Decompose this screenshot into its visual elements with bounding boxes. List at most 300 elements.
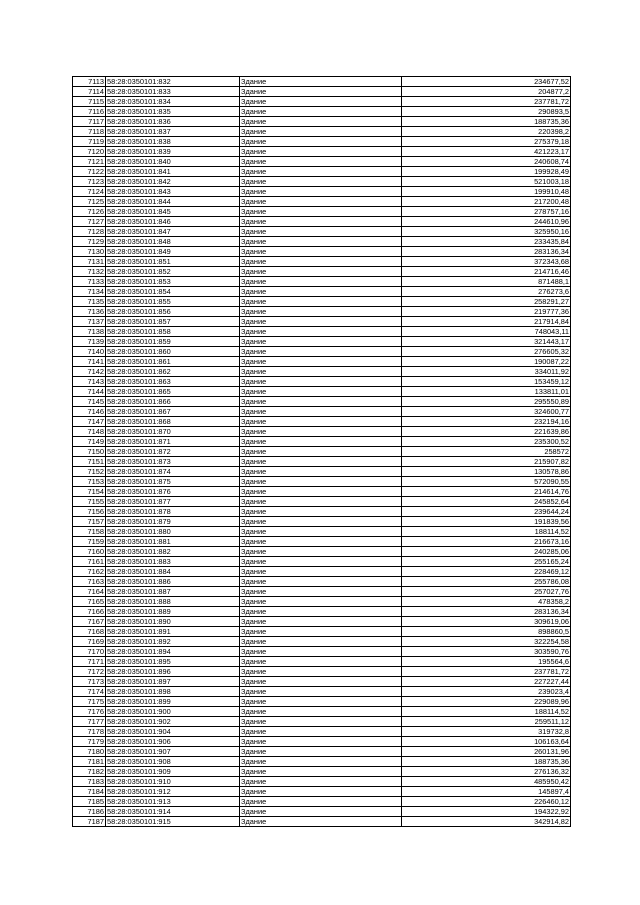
cadastral-number: 58:28:0350101:913	[106, 797, 240, 807]
row-number: 7148	[73, 427, 106, 437]
cadastral-value: 233435,84	[402, 237, 571, 247]
table-row	[73, 287, 571, 297]
cadastral-value: 220398,2	[402, 127, 571, 137]
row-number: 7139	[73, 337, 106, 347]
row-number: 7145	[73, 397, 106, 407]
table-row	[73, 477, 571, 487]
row-number: 7156	[73, 507, 106, 517]
object-type: Здание	[240, 467, 402, 477]
table-row	[73, 497, 571, 507]
cadastral-number: 58:28:0350101:835	[106, 107, 240, 117]
registry-table-body	[73, 77, 571, 827]
row-number: 7165	[73, 597, 106, 607]
object-type: Здание	[240, 817, 402, 827]
cadastral-number: 58:28:0350101:858	[106, 327, 240, 337]
cadastral-value: 278757,16	[402, 207, 571, 217]
cadastral-number: 58:28:0350101:865	[106, 387, 240, 397]
table-row	[73, 147, 571, 157]
object-type: Здание	[240, 227, 402, 237]
object-type: Здание	[240, 537, 402, 547]
table-row	[73, 177, 571, 187]
object-type: Здание	[240, 197, 402, 207]
row-number: 7178	[73, 727, 106, 737]
table-row	[73, 537, 571, 547]
cadastral-number: 58:28:0350101:886	[106, 577, 240, 587]
cadastral-number: 58:28:0350101:838	[106, 137, 240, 147]
row-number: 7132	[73, 267, 106, 277]
row-number: 7140	[73, 347, 106, 357]
cadastral-number: 58:28:0350101:845	[106, 207, 240, 217]
object-type: Здание	[240, 527, 402, 537]
row-number: 7155	[73, 497, 106, 507]
cadastral-number: 58:28:0350101:861	[106, 357, 240, 367]
cadastral-value: 214716,46	[402, 267, 571, 277]
table-row	[73, 577, 571, 587]
table-row	[73, 417, 571, 427]
object-type: Здание	[240, 287, 402, 297]
object-type: Здание	[240, 187, 402, 197]
row-number: 7146	[73, 407, 106, 417]
table-row	[73, 317, 571, 327]
cadastral-number: 58:28:0350101:884	[106, 567, 240, 577]
row-number: 7142	[73, 367, 106, 377]
object-type: Здание	[240, 367, 402, 377]
row-number: 7152	[73, 467, 106, 477]
table-row	[73, 227, 571, 237]
table-row	[73, 217, 571, 227]
object-type: Здание	[240, 807, 402, 817]
cadastral-number: 58:28:0350101:859	[106, 337, 240, 347]
row-number: 7184	[73, 787, 106, 797]
row-number: 7126	[73, 207, 106, 217]
row-number: 7154	[73, 487, 106, 497]
table-row	[73, 517, 571, 527]
object-type: Здание	[240, 317, 402, 327]
table-row	[73, 807, 571, 817]
row-number: 7136	[73, 307, 106, 317]
cadastral-number: 58:28:0350101:872	[106, 447, 240, 457]
cadastral-number: 58:28:0350101:904	[106, 727, 240, 737]
object-type: Здание	[240, 247, 402, 257]
cadastral-number: 58:28:0350101:852	[106, 267, 240, 277]
cadastral-number: 58:28:0350101:840	[106, 157, 240, 167]
object-type: Здание	[240, 517, 402, 527]
cadastral-value: 221639,86	[402, 427, 571, 437]
row-number: 7157	[73, 517, 106, 527]
row-number: 7166	[73, 607, 106, 617]
row-number: 7162	[73, 567, 106, 577]
table-row	[73, 507, 571, 517]
cadastral-number: 58:28:0350101:873	[106, 457, 240, 467]
object-type: Здание	[240, 417, 402, 427]
table-row	[73, 277, 571, 287]
row-number: 7118	[73, 127, 106, 137]
row-number: 7170	[73, 647, 106, 657]
object-type: Здание	[240, 697, 402, 707]
table-row	[73, 777, 571, 787]
cadastral-value: 342914,82	[402, 817, 571, 827]
object-type: Здание	[240, 277, 402, 287]
table-row	[73, 757, 571, 767]
cadastral-number: 58:28:0350101:878	[106, 507, 240, 517]
cadastral-value: 191839,56	[402, 517, 571, 527]
cadastral-number: 58:28:0350101:832	[106, 77, 240, 87]
object-type: Здание	[240, 707, 402, 717]
table-row	[73, 597, 571, 607]
row-number: 7141	[73, 357, 106, 367]
table-row	[73, 747, 571, 757]
row-number: 7174	[73, 687, 106, 697]
object-type: Здание	[240, 377, 402, 387]
cadastral-number: 58:28:0350101:851	[106, 257, 240, 267]
object-type: Здание	[240, 77, 402, 87]
cadastral-value: 283136,34	[402, 247, 571, 257]
cadastral-value: 130578,86	[402, 467, 571, 477]
cadastral-number: 58:28:0350101:849	[106, 247, 240, 257]
cadastral-number: 58:28:0350101:875	[106, 477, 240, 487]
cadastral-value: 227227,44	[402, 677, 571, 687]
cadastral-value: 871488,1	[402, 277, 571, 287]
table-row	[73, 157, 571, 167]
cadastral-value: 290893,5	[402, 107, 571, 117]
cadastral-value: 421223,17	[402, 147, 571, 157]
table-row	[73, 247, 571, 257]
object-type: Здание	[240, 87, 402, 97]
object-type: Здание	[240, 407, 402, 417]
table-row	[73, 697, 571, 707]
table-row	[73, 607, 571, 617]
row-number: 7168	[73, 627, 106, 637]
cadastral-value: 190087,22	[402, 357, 571, 367]
cadastral-value: 239644,24	[402, 507, 571, 517]
table-row	[73, 357, 571, 367]
cadastral-value: 255786,08	[402, 577, 571, 587]
object-type: Здание	[240, 657, 402, 667]
object-type: Здание	[240, 337, 402, 347]
row-number: 7163	[73, 577, 106, 587]
cadastral-number: 58:28:0350101:846	[106, 217, 240, 227]
table-row	[73, 487, 571, 497]
object-type: Здание	[240, 447, 402, 457]
cadastral-value: 214614,76	[402, 487, 571, 497]
object-type: Здание	[240, 607, 402, 617]
cadastral-value: 255165,24	[402, 557, 571, 567]
cadastral-number: 58:28:0350101:898	[106, 687, 240, 697]
cadastral-number: 58:28:0350101:841	[106, 167, 240, 177]
cadastral-number: 58:28:0350101:914	[106, 807, 240, 817]
row-number: 7150	[73, 447, 106, 457]
cadastral-number: 58:28:0350101:844	[106, 197, 240, 207]
cadastral-value: 260131,96	[402, 747, 571, 757]
registry-table	[72, 76, 571, 827]
table-row	[73, 717, 571, 727]
row-number: 7117	[73, 117, 106, 127]
object-type: Здание	[240, 647, 402, 657]
cadastral-number: 58:28:0350101:833	[106, 87, 240, 97]
table-row	[73, 167, 571, 177]
row-number: 7114	[73, 87, 106, 97]
table-row	[73, 257, 571, 267]
row-number: 7171	[73, 657, 106, 667]
row-number: 7124	[73, 187, 106, 197]
cadastral-number: 58:28:0350101:857	[106, 317, 240, 327]
cadastral-value: 188114,52	[402, 527, 571, 537]
object-type: Здание	[240, 617, 402, 627]
row-number: 7147	[73, 417, 106, 427]
cadastral-value: 226460,12	[402, 797, 571, 807]
cadastral-number: 58:28:0350101:866	[106, 397, 240, 407]
table-row	[73, 657, 571, 667]
cadastral-number: 58:28:0350101:874	[106, 467, 240, 477]
cadastral-value: 228469,12	[402, 567, 571, 577]
cadastral-value: 322254,58	[402, 637, 571, 647]
cadastral-value: 245852,64	[402, 497, 571, 507]
row-number: 7158	[73, 527, 106, 537]
object-type: Здание	[240, 587, 402, 597]
object-type: Здание	[240, 497, 402, 507]
row-number: 7123	[73, 177, 106, 187]
object-type: Здание	[240, 567, 402, 577]
table-row	[73, 237, 571, 247]
cadastral-value: 216673,16	[402, 537, 571, 547]
row-number: 7113	[73, 77, 106, 87]
cadastral-value: 232194,16	[402, 417, 571, 427]
cadastral-value: 188735,36	[402, 757, 571, 767]
cadastral-value: 234677,52	[402, 77, 571, 87]
cadastral-value: 478358,2	[402, 597, 571, 607]
cadastral-value: 204877,2	[402, 87, 571, 97]
table-row	[73, 587, 571, 597]
object-type: Здание	[240, 747, 402, 757]
cadastral-value: 229089,96	[402, 697, 571, 707]
cadastral-number: 58:28:0350101:910	[106, 777, 240, 787]
table-row	[73, 127, 571, 137]
cadastral-value: 153459,12	[402, 377, 571, 387]
table-row	[73, 467, 571, 477]
row-number: 7128	[73, 227, 106, 237]
cadastral-number: 58:28:0350101:881	[106, 537, 240, 547]
table-row	[73, 347, 571, 357]
cadastral-number: 58:28:0350101:896	[106, 667, 240, 677]
row-number: 7180	[73, 747, 106, 757]
table-row	[73, 567, 571, 577]
cadastral-number: 58:28:0350101:843	[106, 187, 240, 197]
object-type: Здание	[240, 137, 402, 147]
table-row	[73, 117, 571, 127]
object-type: Здание	[240, 157, 402, 167]
row-number: 7143	[73, 377, 106, 387]
table-row	[73, 387, 571, 397]
object-type: Здание	[240, 357, 402, 367]
row-number: 7122	[73, 167, 106, 177]
cadastral-value: 259511,12	[402, 717, 571, 727]
table-row	[73, 527, 571, 537]
row-number: 7130	[73, 247, 106, 257]
object-type: Здание	[240, 557, 402, 567]
object-type: Здание	[240, 597, 402, 607]
row-number: 7116	[73, 107, 106, 117]
row-number: 7186	[73, 807, 106, 817]
row-number: 7135	[73, 297, 106, 307]
row-number: 7144	[73, 387, 106, 397]
object-type: Здание	[240, 737, 402, 747]
object-type: Здание	[240, 627, 402, 637]
object-type: Здание	[240, 487, 402, 497]
object-type: Здание	[240, 147, 402, 157]
row-number: 7119	[73, 137, 106, 147]
cadastral-value: 898860,5	[402, 627, 571, 637]
row-number: 7125	[73, 197, 106, 207]
cadastral-value: 258291,27	[402, 297, 571, 307]
cadastral-value: 237781,72	[402, 97, 571, 107]
object-type: Здание	[240, 507, 402, 517]
row-number: 7160	[73, 547, 106, 557]
object-type: Здание	[240, 787, 402, 797]
cadastral-value: 188114,52	[402, 707, 571, 717]
object-type: Здание	[240, 167, 402, 177]
cadastral-value: 319732,8	[402, 727, 571, 737]
table-row	[73, 77, 571, 87]
cadastral-number: 58:28:0350101:839	[106, 147, 240, 157]
cadastral-number: 58:28:0350101:860	[106, 347, 240, 357]
cadastral-number: 58:28:0350101:915	[106, 817, 240, 827]
row-number: 7175	[73, 697, 106, 707]
table-row	[73, 327, 571, 337]
row-number: 7182	[73, 767, 106, 777]
table-row	[73, 197, 571, 207]
table-row	[73, 437, 571, 447]
object-type: Здание	[240, 217, 402, 227]
row-number: 7138	[73, 327, 106, 337]
cadastral-value: 303590,76	[402, 647, 571, 657]
object-type: Здание	[240, 637, 402, 647]
table-row	[73, 267, 571, 277]
table-row	[73, 687, 571, 697]
cadastral-value: 257027,76	[402, 587, 571, 597]
object-type: Здание	[240, 687, 402, 697]
object-type: Здание	[240, 777, 402, 787]
object-type: Здание	[240, 397, 402, 407]
object-type: Здание	[240, 97, 402, 107]
object-type: Здание	[240, 297, 402, 307]
cadastral-number: 58:28:0350101:889	[106, 607, 240, 617]
row-number: 7169	[73, 637, 106, 647]
table-row	[73, 97, 571, 107]
object-type: Здание	[240, 727, 402, 737]
cadastral-number: 58:28:0350101:909	[106, 767, 240, 777]
row-number: 7177	[73, 717, 106, 727]
cadastral-number: 58:28:0350101:907	[106, 747, 240, 757]
cadastral-value: 244610,96	[402, 217, 571, 227]
row-number: 7153	[73, 477, 106, 487]
cadastral-number: 58:28:0350101:855	[106, 297, 240, 307]
cadastral-value: 217914,84	[402, 317, 571, 327]
table-row	[73, 637, 571, 647]
table-row	[73, 727, 571, 737]
cadastral-value: 215907,82	[402, 457, 571, 467]
row-number: 7133	[73, 277, 106, 287]
row-number: 7131	[73, 257, 106, 267]
object-type: Здание	[240, 547, 402, 557]
object-type: Здание	[240, 177, 402, 187]
object-type: Здание	[240, 207, 402, 217]
row-number: 7115	[73, 97, 106, 107]
cadastral-number: 58:28:0350101:877	[106, 497, 240, 507]
table-row	[73, 337, 571, 347]
table-row	[73, 297, 571, 307]
object-type: Здание	[240, 307, 402, 317]
cadastral-number: 58:28:0350101:894	[106, 647, 240, 657]
cadastral-value: 372343,68	[402, 257, 571, 267]
cadastral-value: 521003,18	[402, 177, 571, 187]
cadastral-value: 217200,48	[402, 197, 571, 207]
cadastral-value: 334011,92	[402, 367, 571, 377]
cadastral-number: 58:28:0350101:842	[106, 177, 240, 187]
cadastral-value: 240608,74	[402, 157, 571, 167]
cadastral-number: 58:28:0350101:867	[106, 407, 240, 417]
object-type: Здание	[240, 757, 402, 767]
object-type: Здание	[240, 237, 402, 247]
table-row	[73, 457, 571, 467]
cadastral-number: 58:28:0350101:890	[106, 617, 240, 627]
table-row	[73, 647, 571, 657]
table-row	[73, 817, 571, 827]
cadastral-value: 748043,11	[402, 327, 571, 337]
cadastral-number: 58:28:0350101:834	[106, 97, 240, 107]
cadastral-number: 58:28:0350101:847	[106, 227, 240, 237]
object-type: Здание	[240, 457, 402, 467]
cadastral-number: 58:28:0350101:856	[106, 307, 240, 317]
object-type: Здание	[240, 327, 402, 337]
table-row	[73, 87, 571, 97]
cadastral-number: 58:28:0350101:848	[106, 237, 240, 247]
cadastral-value: 275379,18	[402, 137, 571, 147]
cadastral-number: 58:28:0350101:863	[106, 377, 240, 387]
cadastral-number: 58:28:0350101:868	[106, 417, 240, 427]
cadastral-value: 239023,4	[402, 687, 571, 697]
cadastral-value: 283136,34	[402, 607, 571, 617]
table-row	[73, 787, 571, 797]
row-number: 7176	[73, 707, 106, 717]
row-number: 7127	[73, 217, 106, 227]
cadastral-number: 58:28:0350101:908	[106, 757, 240, 767]
row-number: 7167	[73, 617, 106, 627]
object-type: Здание	[240, 387, 402, 397]
cadastral-value: 133811,01	[402, 387, 571, 397]
object-type: Здание	[240, 257, 402, 267]
cadastral-number: 58:28:0350101:887	[106, 587, 240, 597]
cadastral-number: 58:28:0350101:895	[106, 657, 240, 667]
table-row	[73, 617, 571, 627]
cadastral-number: 58:28:0350101:871	[106, 437, 240, 447]
cadastral-value: 199910,48	[402, 187, 571, 197]
row-number: 7183	[73, 777, 106, 787]
row-number: 7137	[73, 317, 106, 327]
table-row	[73, 627, 571, 637]
cadastral-number: 58:28:0350101:912	[106, 787, 240, 797]
table-row	[73, 737, 571, 747]
row-number: 7161	[73, 557, 106, 567]
row-number: 7187	[73, 817, 106, 827]
object-type: Здание	[240, 437, 402, 447]
cadastral-number: 58:28:0350101:876	[106, 487, 240, 497]
cadastral-value: 258572	[402, 447, 571, 457]
cadastral-number: 58:28:0350101:891	[106, 627, 240, 637]
cadastral-value: 295550,89	[402, 397, 571, 407]
row-number: 7173	[73, 677, 106, 687]
cadastral-number: 58:28:0350101:882	[106, 547, 240, 557]
object-type: Здание	[240, 677, 402, 687]
